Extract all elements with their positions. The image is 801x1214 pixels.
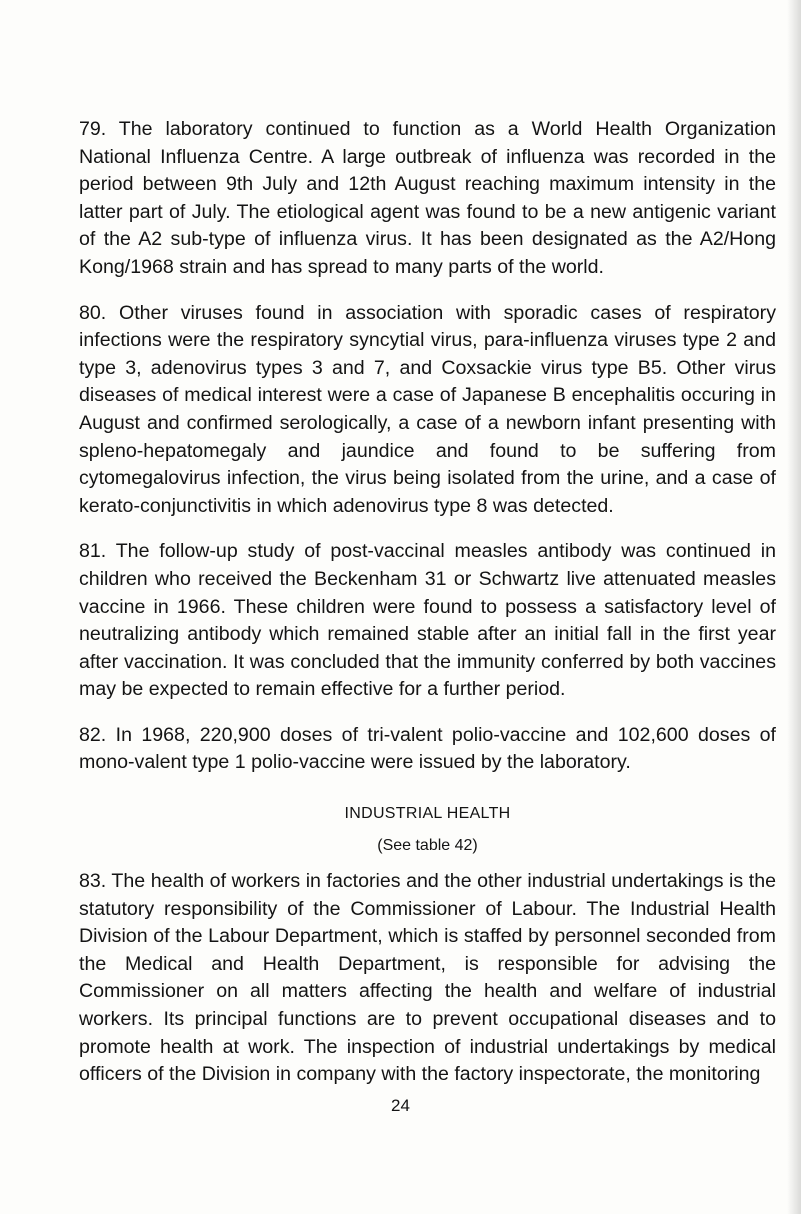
paragraph-79: 79. The laboratory continued to function as a World Health Organization National Influenza Centre. A large outbreak of influenza was recorded in the period between 9th July and 12th August reaching maximum intensity in the latter part of July. The etiological agent was found to be a new antigenic variant of the A2 sub-type of influenza virus. It has been designated as the A2/Hong Kong/1968 strain and has spread to many parts of the world. <box>79 118 776 278</box>
paragraph-81: 81. The follow-up study of post-vaccinal measles antibody was continued in children who received the Beckenham 31 or Schwartz live attenuated measles vaccine in 1966. These children were found to possess a satisfactory level of neutralizing antibody which remained stable after an initial fall in the first year after vaccination. It was concluded that the immunity conferred by both vaccines may be expected to remain effective for a further period. <box>79 540 776 701</box>
section-subheading: (See table 42) <box>377 837 478 855</box>
section-heading: INDUSTRIAL HEALTH <box>344 805 511 823</box>
paragraph-82: 82. In 1968, 220,900 doses of tri-valent polio-vaccine and 102,600 doses of mono-valent type 1 polio-vaccine were issued by the laboratory. <box>79 723 776 774</box>
page-number: 24 <box>391 1096 410 1115</box>
document-page <box>79 116 776 1089</box>
paragraph-80: 80. Other viruses found in association with sporadic cases of respiratory infections were the respiratory syncytial virus, para-influenza viruses type 2 and type 3, adenovirus types 3 and 7, and Coxsackie virus type B5. Other virus diseases of medical interest were a case of Japanese B encephalitis occuring in August and confirmed serologically, a case of a newborn infant presenting with spleno-hepatomegaly and jaundice and found to be suffering from cytomegalovirus infection, the virus being isolated from the urine, and a case of kerato-conjunctivitis in which adenovirus type 8 was detected. <box>79 301 776 517</box>
page-edge-shadow <box>787 0 801 1214</box>
paragraph-83: 83. The health of workers in factories and the other industrial undertakings is the statutory responsibility of the Commissioner of Labour. The Industrial Health Division of the Labour Department, which is staffed by personnel seconded from the Medical and Health Department, is responsible for advising the Commissioner on all matters affecting the health and welfare of industrial workers. Its principal functions are to prevent occupational diseases and to promote health at work. The inspection of industrial undertakings by medical officers of the Division in company with the factory inspectorate, the monitoring <box>79 870 776 1086</box>
